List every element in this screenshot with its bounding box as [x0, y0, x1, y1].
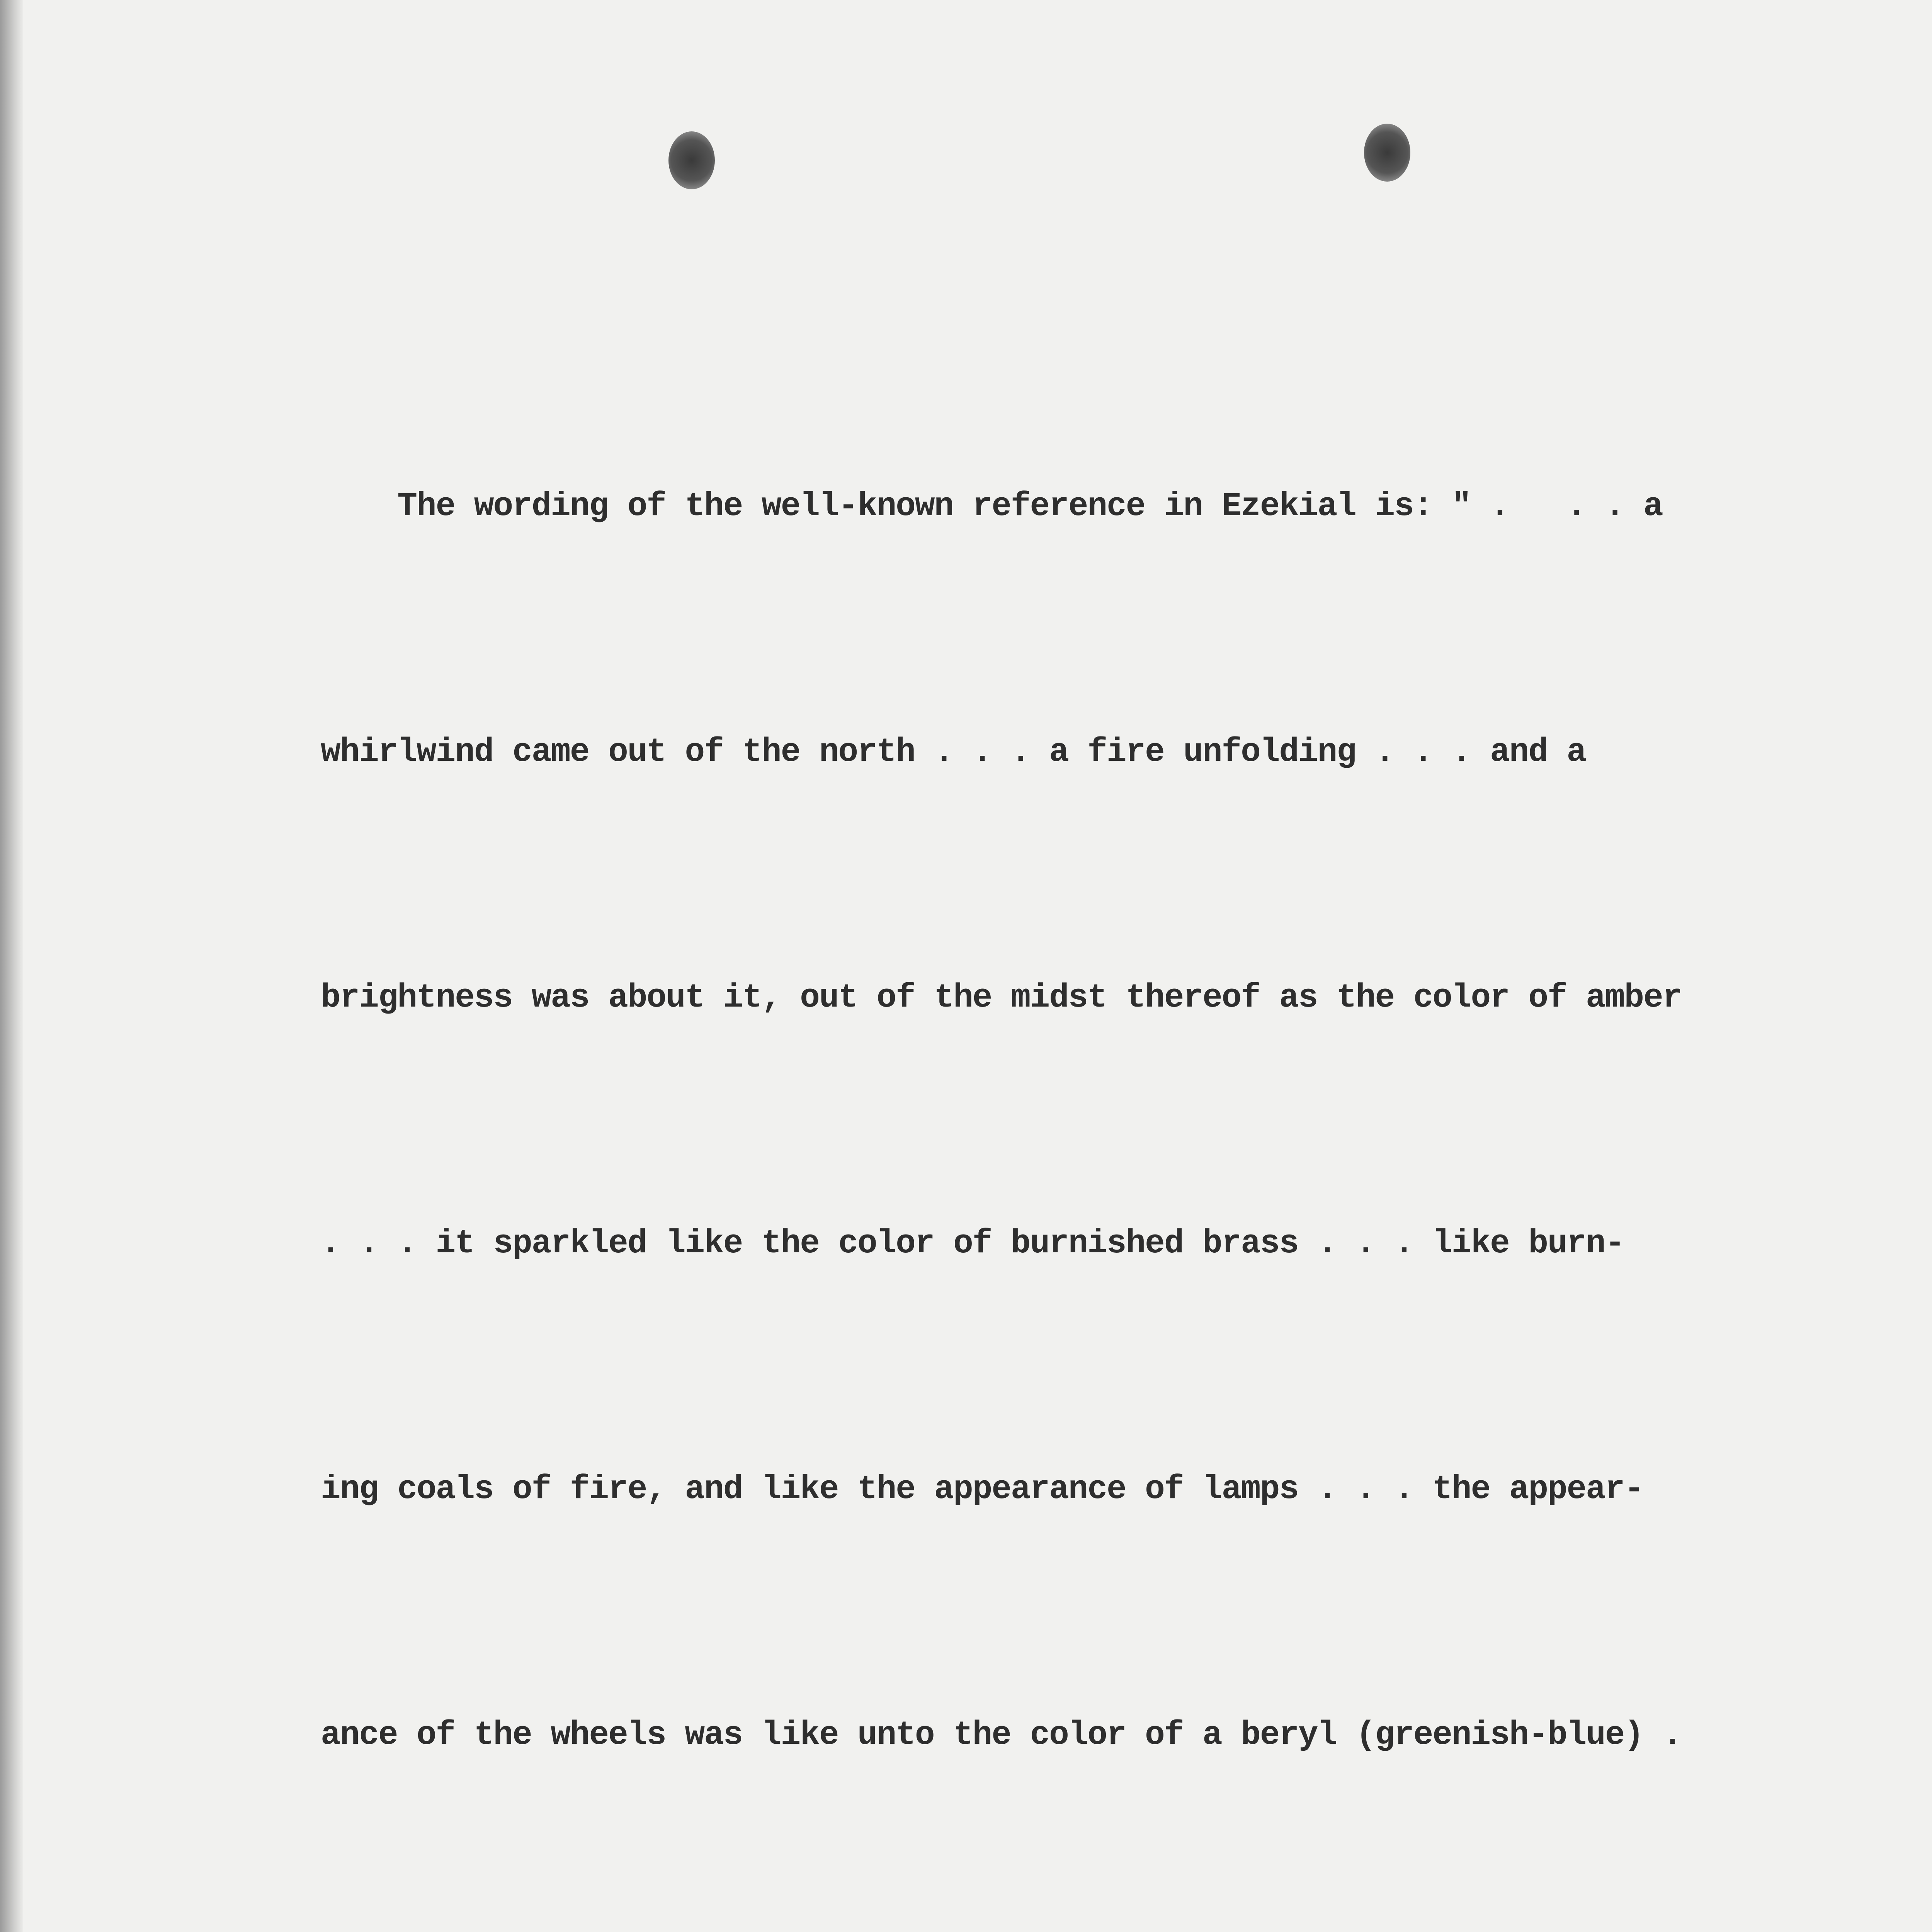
scan-left-edge: [0, 0, 23, 1932]
text-line: whirlwind came out of the north . . . a fire unfolding . . . and a: [321, 733, 1586, 771]
typed-body-text: [321, 301, 1851, 1932]
text-line: The wording of the well-known reference in Ezekial is: " . . . a: [321, 487, 1663, 525]
punch-hole-left: [668, 131, 715, 189]
text-line: brightness was about it, out of the midst thereof as the color of amber: [321, 979, 1682, 1017]
text-line: . . . it sparkled like the color of burnished brass . . . like burn-: [321, 1225, 1624, 1262]
text-line: ing coals of fire, and like the appearance of lamps . . . the appear-: [321, 1470, 1643, 1508]
punch-hole-right: [1364, 124, 1410, 182]
text-line: ance of the wheels was like unto the color of a beryl (greenish-blue) .: [321, 1716, 1682, 1754]
